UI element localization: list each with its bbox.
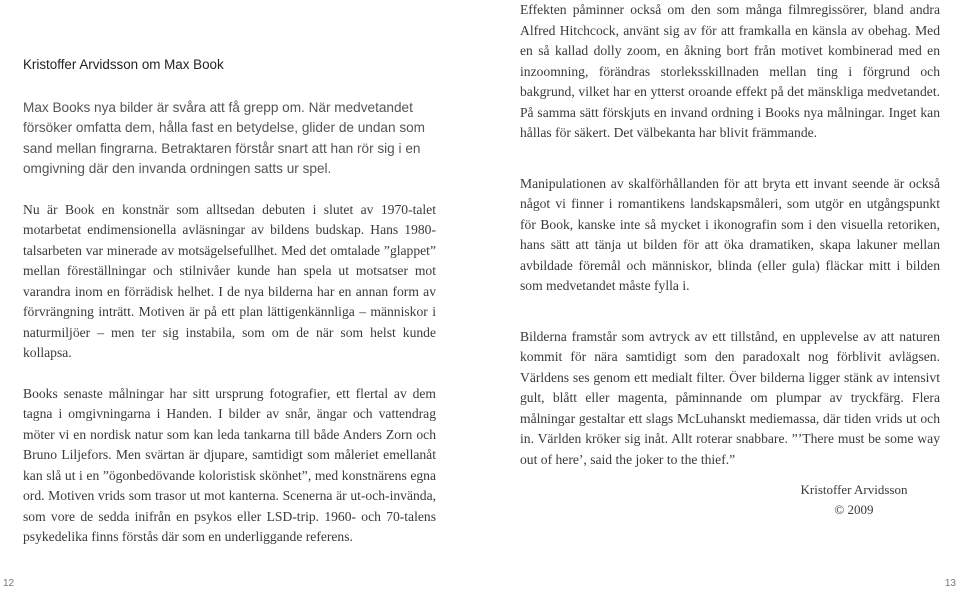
signature-name: Kristoffer Arvidsson: [800, 482, 908, 497]
body-paragraph-1: Nu är Book en konstnär som alltsedan debuten i slutet av 1970-talet motarbetat endimensionella avläsningar av bildens budskap. Hans 1980-talsarbeten var minerade av motsägelsefullhet. Med det omtalade ”glappet” mellan föreställningar och stilnivåer kunde han spela ut motsatser mot varandra inom en förrädisk helhet. I de nya bilderna har en annan form av förvrängning inträtt. Motiven är på ett plan lättigenkännliga – människor i naturmiljöer – men ter sig instabila, som om de när som helst kunde kollapsa.: [23, 201, 436, 360]
signature: [784, 480, 924, 520]
right-text-column: [520, 0, 940, 490]
body-paragraph-5: Bilderna framstår som avtryck av ett tillstånd, en upplevelse av att naturen kommit för nära samtidigt som den paradoxalt nog förblivit avlägsen. Världens ses genom ett medialt filter. Över bilderna ligger stänk av intensivt gult, blått eller magenta, påminnande om plumpar av tryckfärg. Flera målningar gestaltar ett slags McLuhanskt mediemassa, där tiden vrids ut och in. Världen kröker sig inåt. Allt roterar snabbare. ”’There must be some way out of here’, said the joker to the thief.”: [520, 328, 940, 467]
page-number-left: 12: [3, 578, 15, 589]
signature-year: © 2009: [834, 502, 874, 517]
left-text-column: [23, 55, 436, 568]
left-page: [0, 0, 479, 592]
intro-paragraph: Max Books nya bilder är svåra att få grepp om. När medvetandet försöker omfatta dem, hålla fast en betydelse, glider de undan som sand mellan fingrarna. Betraktaren förstår snart att han rör sig i en omgivning där den invanda ordningen satts ur spel.: [23, 99, 425, 176]
body-paragraph-2: Books senaste målningar har sitt ursprung fotografier, ett flertal av dem tagna i omgivningarna i Handen. I bilder av snår, ängar och vattendrag möter vi en nordisk natur som kan leda tankarna till både Anders Zorn och Bruno Liljefors. Men svärtan är djupare, samtidigt som måleriet emellanåt kan slå ut i en ”ögonbedövande koloristisk skönhet”, med konstnärens egna ord. Motiven vrids som trasor ut mot kanterna. Scenerna är ut-och-invända, som vore de sedda inifrån en psykos eller LSD-trip. 1960- och 70-talens psykedelika finns förstås där som en underliggande referens.: [23, 385, 436, 544]
body-paragraph-3: Effekten påminner också om den som många filmregissörer, bland andra Alfred Hitchcock, använt sig av för att framkalla en känsla av obehag. Med en så kallad dolly zoom, en åkning bort från motivet kombinerad med en inzoomning, förändras storleksskillnaden mellan ting i förgrund och bakgrund, vilket har en ytterst oroande effekt på det mänskliga medvetandet. På samma sätt förskjuts en invand ordning i Books nya målningar. Inget kan hållas för säkert. Det välbekanta har blivit främmande.: [520, 2, 940, 140]
article-heading: Kristoffer Arvidsson om Max Book: [23, 57, 224, 72]
right-page: [480, 0, 959, 592]
page-number-right: 13: [944, 578, 956, 589]
body-paragraph-4: Manipulationen av skalförhållanden för att bryta ett invant seende är också något vi finner i romantikens landskapsmåleri, som utgör en utgångspunkt för Book, kanske inte så mycket i ikonografin som i den visuella retoriken, hans sätt att tänja ut bilden för att öka dramatiken, skapa lakuner mellan avbildade föremål och människor, blinda (eller gula) fläckar mitt i bilden som medvetandet måste fylla i.: [520, 175, 940, 293]
